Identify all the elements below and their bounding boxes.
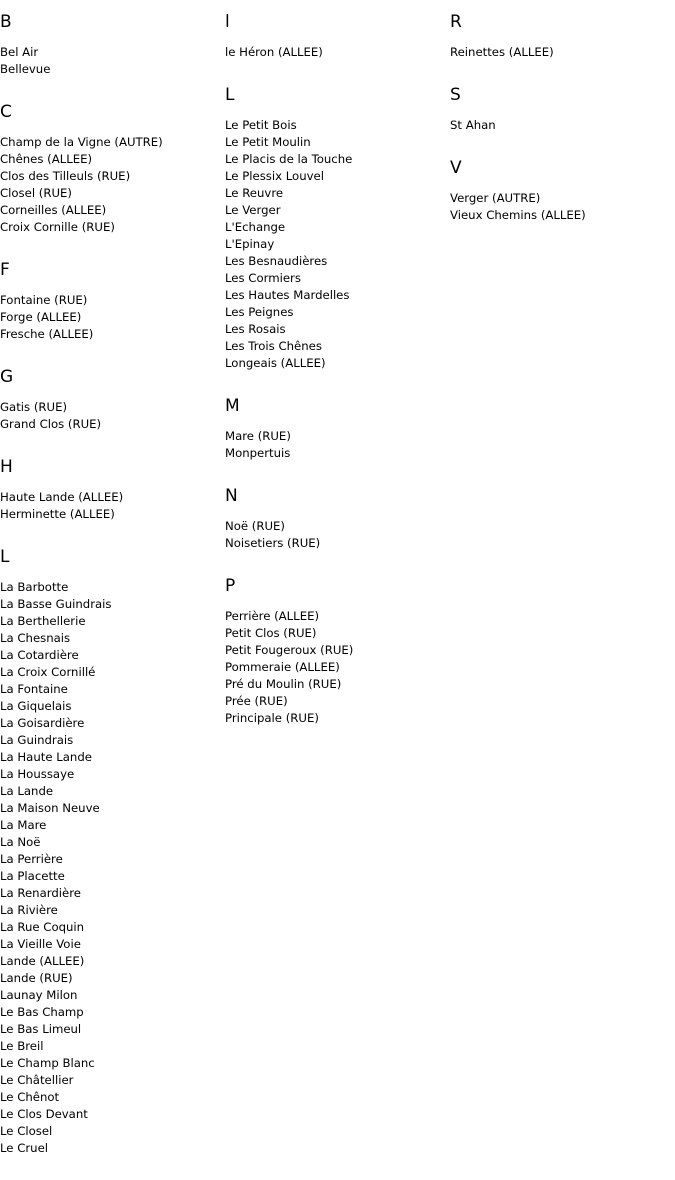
street-entry[interactable]: Le Champ Blanc — [0, 1056, 95, 1070]
section-letter-heading: L — [0, 547, 10, 567]
section-letter-heading: P — [225, 576, 236, 596]
street-entry[interactable]: La Rue Coquin — [0, 920, 85, 934]
street-entry[interactable]: La Mare — [0, 818, 47, 832]
street-entry[interactable]: Le Bas Limeul — [0, 1022, 82, 1036]
street-entry[interactable]: La Rivière — [0, 903, 58, 917]
street-entry[interactable]: Le Reuvre — [225, 186, 284, 200]
street-list — [225, 428, 445, 462]
street-entry[interactable]: La Croix Cornillé — [0, 665, 96, 679]
street-entry[interactable]: Longeais (ALLEE) — [225, 356, 326, 370]
street-list — [225, 608, 445, 727]
street-entry[interactable]: Noë (RUE) — [225, 519, 285, 533]
index-column-2 — [225, 11, 445, 750]
street-entry[interactable]: Champ de la Vigne (AUTRE) — [0, 135, 163, 149]
street-entry[interactable]: Haute Lande (ALLEE) — [0, 490, 124, 504]
street-entry[interactable]: Corneilles (ALLEE) — [0, 203, 107, 217]
street-entry[interactable]: Pommeraie (ALLEE) — [225, 660, 340, 674]
street-entry[interactable]: La Cotardière — [0, 648, 79, 662]
street-entry[interactable]: La Lande — [0, 784, 54, 798]
street-entry[interactable]: Vieux Chemins (ALLEE) — [450, 208, 586, 222]
street-entry[interactable]: Principale (RUE) — [225, 711, 319, 725]
street-entry[interactable]: La Barbotte — [0, 580, 69, 594]
index-column-3 — [450, 11, 670, 247]
street-list — [0, 44, 220, 78]
street-entry[interactable]: Les Cormiers — [225, 271, 301, 285]
street-entry[interactable]: La Guindrais — [0, 733, 74, 747]
street-entry[interactable]: Le Plessix Louvel — [225, 169, 324, 183]
street-list — [0, 579, 220, 1157]
street-entry[interactable]: Monpertuis — [225, 446, 291, 460]
street-entry[interactable]: Les Peignes — [225, 305, 294, 319]
street-entry[interactable]: Les Besnaudières — [225, 254, 328, 268]
street-list — [450, 117, 670, 134]
street-entry[interactable]: La Noë — [0, 835, 41, 849]
street-entry[interactable]: Herminette (ALLEE) — [0, 507, 115, 521]
street-entry[interactable]: Gatis (RUE) — [0, 400, 68, 414]
street-entry[interactable]: Le Cruel — [0, 1141, 49, 1155]
street-entry[interactable]: Le Petit Moulin — [225, 135, 311, 149]
letter-section — [225, 485, 445, 552]
street-entry[interactable]: Le Verger — [225, 203, 281, 217]
street-entry[interactable]: Petit Clos (RUE) — [225, 626, 317, 640]
street-entry[interactable]: Les Rosais — [225, 322, 286, 336]
letter-section — [0, 11, 220, 78]
street-entry[interactable]: La Goisardière — [0, 716, 85, 730]
street-entry[interactable]: Clos des Tilleuls (RUE) — [0, 169, 131, 183]
street-entry[interactable]: Petit Fougeroux (RUE) — [225, 643, 354, 657]
section-letter-heading: V — [450, 158, 462, 178]
street-entry[interactable]: Les Hautes Mardelles — [225, 288, 350, 302]
street-list — [0, 399, 220, 433]
street-entry[interactable]: Verger (AUTRE) — [450, 191, 541, 205]
street-entry[interactable]: Le Closel — [0, 1124, 53, 1138]
letter-section — [0, 546, 220, 1157]
street-entry[interactable]: Le Clos Devant — [0, 1107, 88, 1121]
street-entry[interactable]: Lande (ALLEE) — [0, 954, 85, 968]
street-entry[interactable]: La Giquelais — [0, 699, 72, 713]
street-entry[interactable]: Closel (RUE) — [0, 186, 72, 200]
section-letter-heading: L — [225, 85, 235, 105]
street-entry[interactable]: La Haute Lande — [0, 750, 92, 764]
letter-section — [450, 84, 670, 134]
section-letter-heading: l — [225, 12, 231, 32]
street-entry[interactable]: Fontaine (RUE) — [0, 293, 88, 307]
street-entry[interactable]: La Basse Guindrais — [0, 597, 112, 611]
street-entry[interactable]: St Ahan — [450, 118, 496, 132]
street-entry[interactable]: Le Placis de la Touche — [225, 152, 353, 166]
street-entry[interactable]: Chênes (ALLEE) — [0, 152, 93, 166]
section-letter-heading: H — [0, 457, 14, 477]
street-entry[interactable]: La Berthellerie — [0, 614, 86, 628]
street-entry[interactable]: Noisetiers (RUE) — [225, 536, 321, 550]
street-entry[interactable]: Grand Clos (RUE) — [0, 417, 102, 431]
section-letter-heading: C — [0, 102, 13, 122]
index-column-1 — [0, 11, 220, 1180]
street-entry[interactable]: Perrière (ALLEE) — [225, 609, 320, 623]
letter-section — [0, 456, 220, 523]
section-letter-heading: G — [0, 367, 14, 387]
section-letter-heading: F — [0, 260, 11, 280]
street-entry[interactable]: L'Epinay — [225, 237, 275, 251]
street-entry[interactable]: Le Chênot — [0, 1090, 60, 1104]
street-entry[interactable]: Mare (RUE) — [225, 429, 291, 443]
letter-section — [450, 157, 670, 224]
street-list — [225, 44, 445, 61]
section-letter-heading: S — [450, 85, 462, 105]
street-entry[interactable]: La Chesnais — [0, 631, 71, 645]
street-entry[interactable]: La Perrière — [0, 852, 63, 866]
letter-section — [225, 575, 445, 727]
street-list — [450, 44, 670, 61]
street-list — [0, 134, 220, 236]
street-list — [0, 489, 220, 523]
street-entry[interactable]: Fresche (ALLEE) — [0, 327, 94, 341]
street-entry[interactable]: Bellevue — [0, 62, 51, 76]
section-letter-heading: M — [225, 396, 240, 416]
street-entry[interactable]: Croix Cornille (RUE) — [0, 220, 115, 234]
street-entry[interactable]: Les Trois Chênes — [225, 339, 322, 353]
street-entry[interactable]: La Renardière — [0, 886, 81, 900]
street-entry[interactable]: La Fontaine — [0, 682, 68, 696]
street-entry[interactable]: Forge (ALLEE) — [0, 310, 82, 324]
letter-section — [225, 84, 445, 372]
section-letter-heading: R — [450, 12, 463, 32]
street-entry[interactable]: L'Echange — [225, 220, 286, 234]
letter-section — [0, 259, 220, 343]
street-entry[interactable]: Launay Milon — [0, 988, 78, 1002]
street-entry[interactable]: Le Petit Bois — [225, 118, 297, 132]
street-entry[interactable]: Le Breil — [0, 1039, 44, 1053]
street-list — [450, 190, 670, 224]
street-entry[interactable]: Prée (RUE) — [225, 694, 288, 708]
street-list — [0, 292, 220, 343]
letter-section — [450, 11, 670, 61]
street-entry[interactable]: Pré du Moulin (RUE) — [225, 677, 342, 691]
section-letter-heading: B — [0, 12, 12, 32]
street-entry[interactable]: Bel Air — [0, 45, 39, 59]
letter-section — [225, 395, 445, 462]
street-entry[interactable]: La Placette — [0, 869, 65, 883]
street-entry[interactable]: La Maison Neuve — [0, 801, 100, 815]
street-list — [225, 117, 445, 372]
street-entry[interactable]: Lande (RUE) — [0, 971, 73, 985]
street-entry[interactable]: Le Châtellier — [0, 1073, 74, 1087]
street-list — [225, 518, 445, 552]
letter-section — [225, 11, 445, 61]
street-entry[interactable]: Le Bas Champ — [0, 1005, 84, 1019]
street-entry[interactable]: Reinettes (ALLEE) — [450, 45, 554, 59]
letter-section — [0, 366, 220, 433]
letter-section — [0, 101, 220, 236]
section-letter-heading: N — [225, 486, 239, 506]
street-entry[interactable]: La Vieille Voie — [0, 937, 81, 951]
street-entry[interactable]: La Houssaye — [0, 767, 75, 781]
street-entry[interactable]: le Héron (ALLEE) — [225, 45, 323, 59]
